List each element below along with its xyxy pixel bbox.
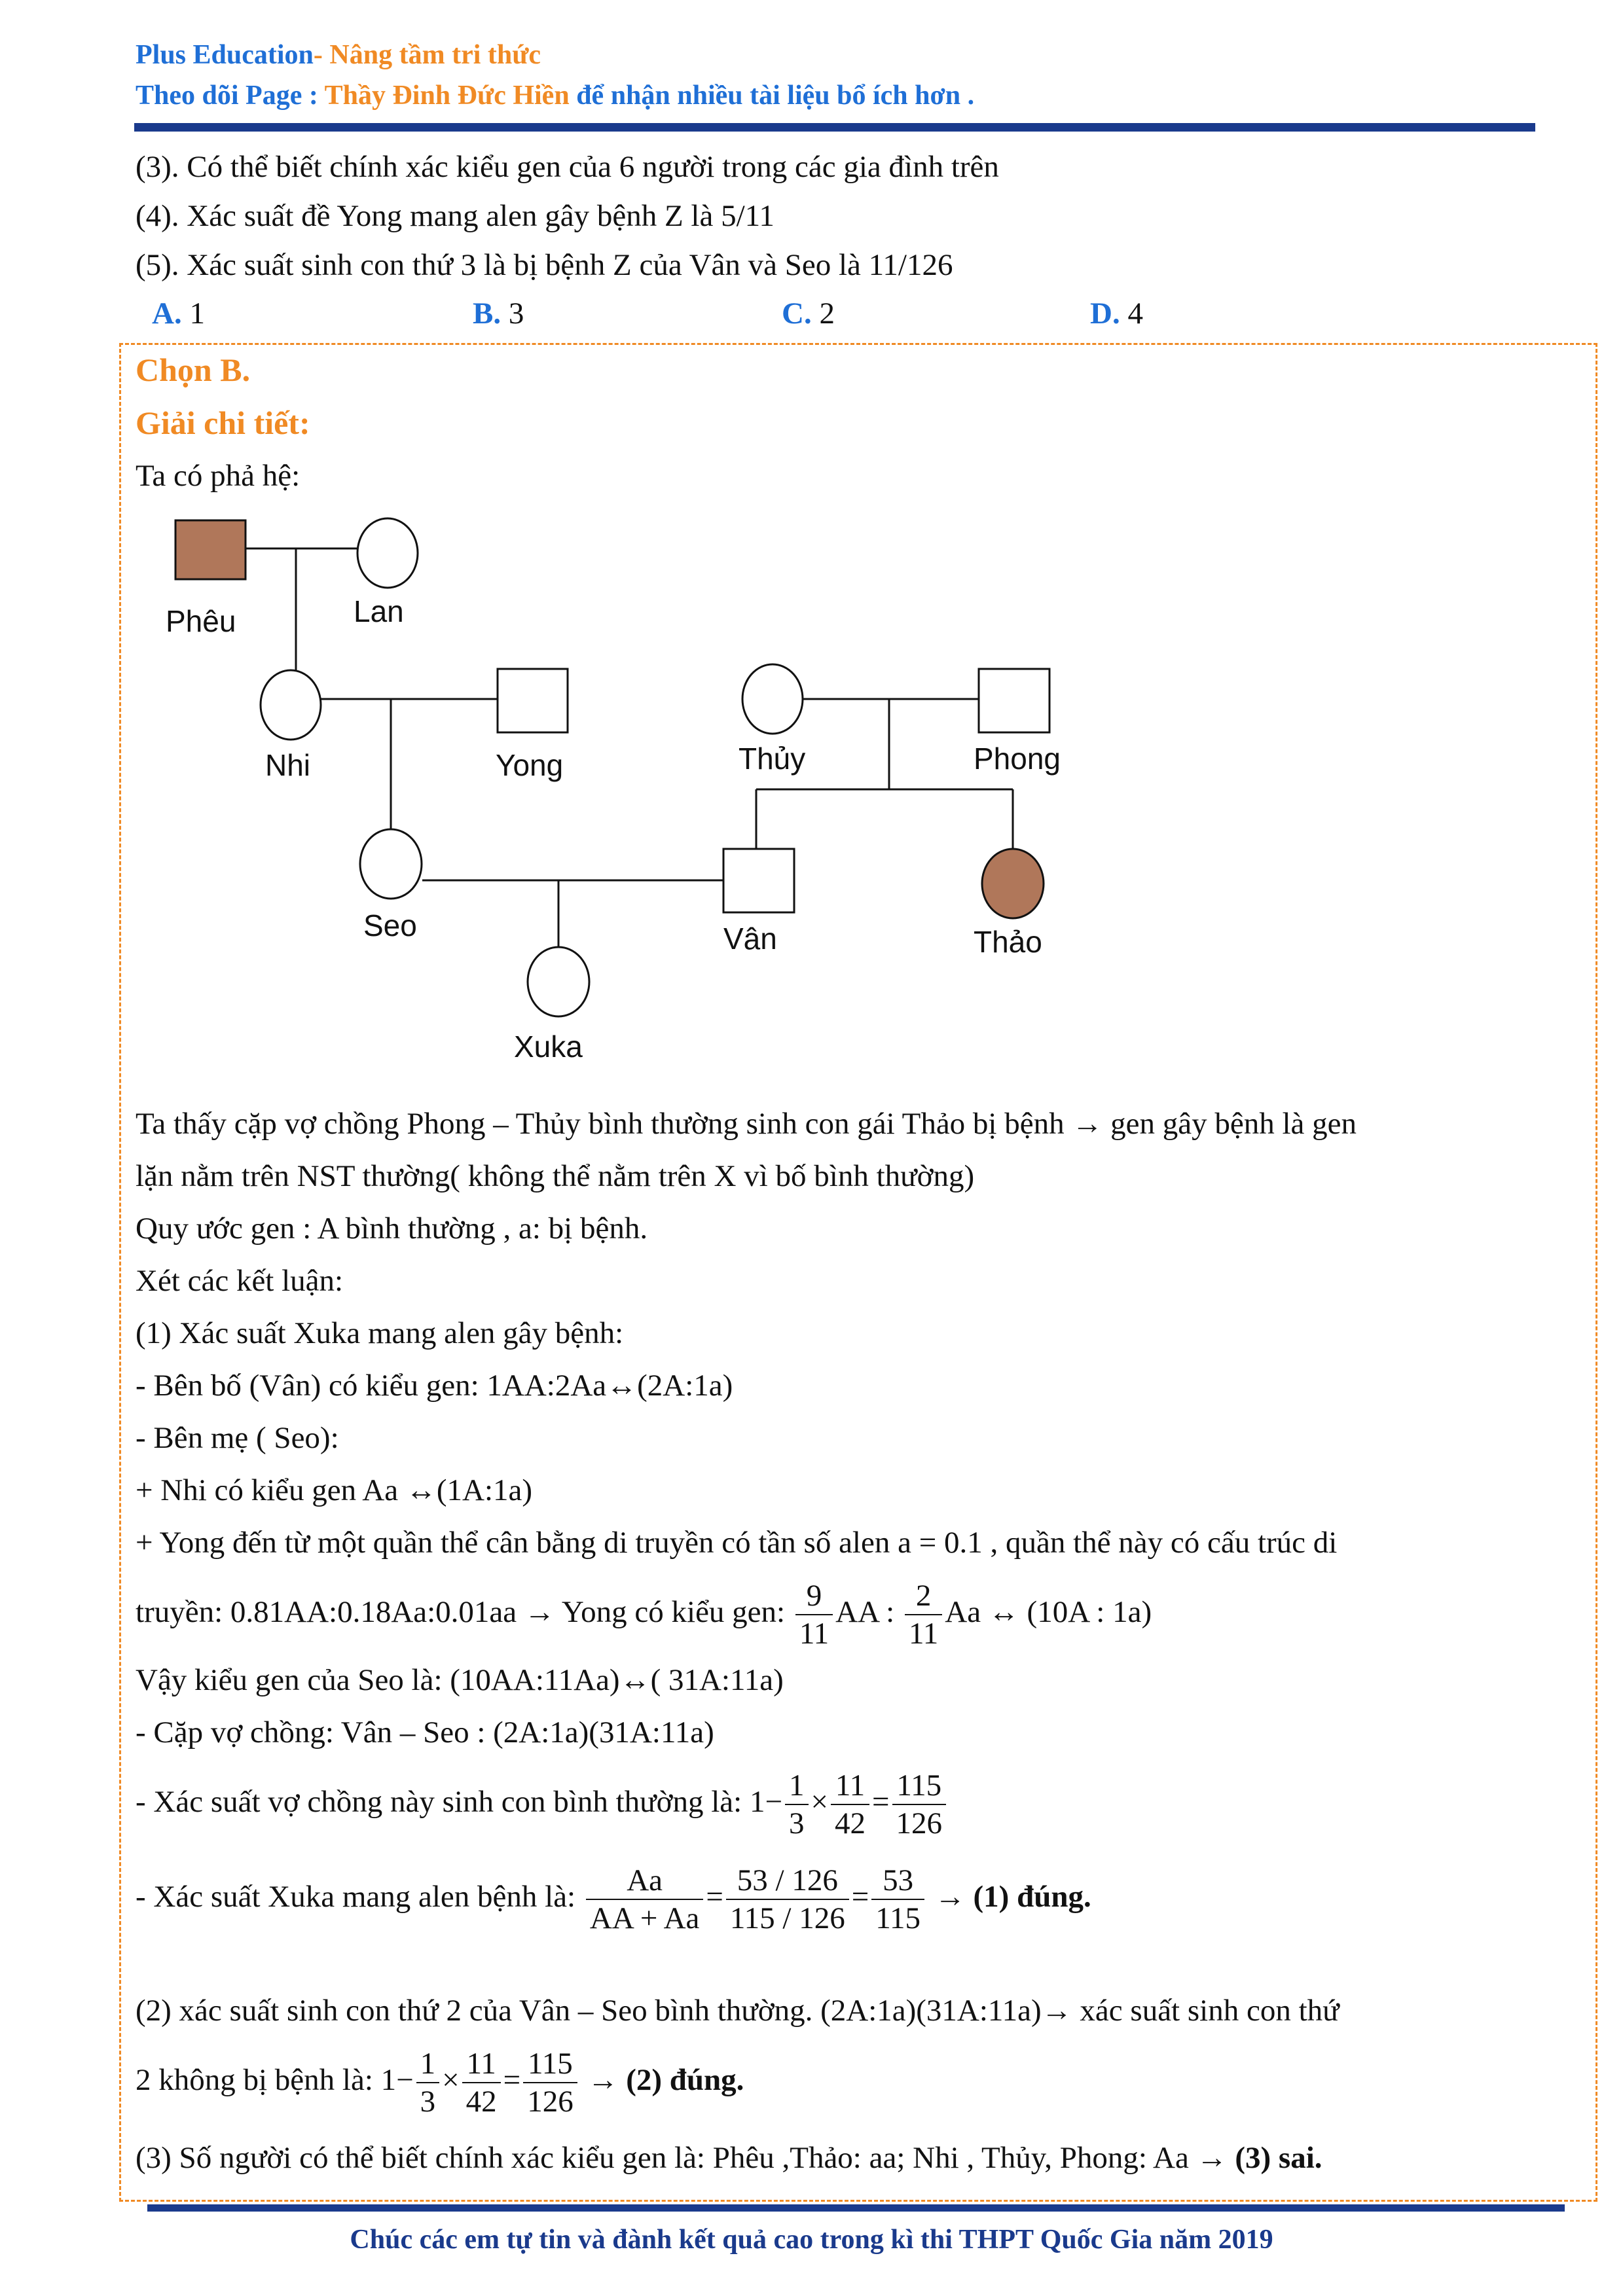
solution-p10 [136, 1577, 1152, 1653]
option-d-letter: D. [1090, 296, 1120, 331]
individual-van-male [723, 849, 794, 912]
answer-choice: Chọn B. [136, 351, 251, 388]
p13-text: - Xác suất vợ chồng này sinh con bình thường là: 1− [136, 1785, 782, 1820]
fraction-denominator: 115 / 126 [729, 1901, 845, 1936]
solution-p16 [136, 2045, 744, 2121]
individual-thuy-female [742, 664, 803, 734]
teacher-name: Thầy Đinh Đức Hiền [324, 81, 570, 111]
individual-pheu-affected-male [175, 520, 246, 579]
p16-text: 2 không bị bệnh là: 1− [136, 2063, 414, 2098]
solution-p3: Quy ước gen : A bình thường , a: bị bệnh. [136, 1211, 648, 1246]
statement-5: (5). Xác suất sinh con thứ 3 là bị bệnh Z của Vân và Seo là 11/126 [136, 248, 953, 282]
option-c-letter: C. [782, 296, 812, 331]
option-c-value: 2 [819, 296, 835, 331]
solution-p4: Xét các kết luận: [136, 1264, 344, 1298]
individual-nhi-female [261, 670, 321, 740]
fraction-aa-over-total [586, 1862, 704, 1937]
detail-title: Giải chi tiết: [136, 404, 310, 441]
pedigree-intro: Ta có phả hệ: [136, 459, 301, 493]
times-sign: × [811, 1785, 829, 1820]
p17-text: (3) Số người có thể biết chính xác kiểu gen là: Phêu ,Thảo: aa; Nhi , Thủy, Phong: Aa → [136, 2141, 1235, 2175]
fraction-numerator: 115 [892, 1767, 947, 1805]
p10-text: truyền: 0.81AA:0.18Aa:0.01aa → Yong có kiểu gen: [136, 1595, 793, 1630]
fraction-denominator: 3 [789, 1806, 805, 1841]
fraction-115-126 [523, 2045, 577, 2121]
solution-p13 [136, 1767, 949, 1842]
label-pheu: Phêu [166, 604, 236, 638]
option-a-value: 1 [189, 296, 205, 331]
fraction-numerator: 11 [462, 2045, 501, 2083]
conclusion-3: (3) sai. [1235, 2141, 1322, 2175]
label-phong: Phong [974, 742, 1061, 776]
arrow: → [927, 1880, 974, 1914]
option-b-letter: B. [473, 296, 501, 331]
arrow: → [579, 2063, 627, 2098]
fraction-denominator: 115 [875, 1901, 921, 1936]
conclusion-1: (1) đúng. [973, 1880, 1091, 1914]
solution-p2: lặn nằm trên NST thường( không thể nằm trên X vì bố bình thường) [136, 1159, 975, 1193]
fraction-53-115 [871, 1862, 924, 1937]
solution-p8: + Nhi có kiểu gen Aa ↔(1A:1a) [136, 1473, 533, 1507]
statement-4: (4). Xác suất đề Yong mang alen gây bệnh Z là 5/11 [136, 199, 775, 233]
fraction-denominator: 11 [799, 1617, 830, 1651]
label-thuy: Thủy [739, 742, 806, 776]
label-nhi: Nhi [265, 748, 311, 782]
fraction-denominator: 42 [835, 1806, 866, 1841]
option-d-value: 4 [1127, 296, 1143, 331]
fraction-115-126 [892, 1767, 947, 1842]
solution-p17 [136, 2140, 1322, 2176]
fraction-numerator: Aa [586, 1862, 704, 1900]
footer-text: Chúc các em tự tin và đành kết quả cao trong kì thi THPT Quốc Gia năm 2019 [350, 2225, 1273, 2255]
solution-p9: + Yong đến từ một quần thể cân bằng di truyền có tần số alen a = 0.1 , quần thể này có cấu trúc di [136, 1526, 1338, 1560]
individual-phong-male [979, 669, 1049, 732]
individual-seo-female [360, 829, 422, 899]
fraction-numerator: 53 / 126 [726, 1862, 849, 1900]
fraction-numerator: 9 [795, 1577, 833, 1615]
fraction-denominator: 126 [896, 1806, 943, 1841]
equals-sign: = [851, 1880, 869, 1914]
equals-sign: = [872, 1785, 890, 1820]
fraction-9-11 [795, 1577, 833, 1653]
individual-yong-male [498, 669, 568, 732]
option-a-letter: A. [152, 296, 182, 331]
p10-post: Aa ↔ (10A : 1a) [945, 1595, 1152, 1630]
label-thao: Thảo [974, 925, 1042, 959]
p10-mid: AA : [835, 1595, 902, 1630]
conclusion-2: (2) đúng. [626, 2063, 744, 2098]
label-yong: Yong [496, 748, 564, 782]
fraction-11-42 [831, 1767, 869, 1842]
fraction-denominator: 126 [527, 2085, 574, 2119]
solution-p1: Ta thấy cặp vợ chồng Phong – Thủy bình thường sinh con gái Thảo bị bệnh → gen gây bệnh là gen [136, 1107, 1357, 1141]
equals-sign: = [503, 2063, 521, 2098]
follow-suffix: để nhận nhiều tài liệu bổ ích hơn . [569, 81, 975, 111]
solution-p14 [136, 1862, 1091, 1937]
individual-lan-female [357, 518, 418, 588]
fraction-numerator: 11 [831, 1767, 869, 1805]
solution-p12: - Cặp vợ chồng: Vân – Seo : (2A:1a)(31A:11a) [136, 1715, 714, 1749]
fraction-numerator: 2 [905, 1577, 942, 1615]
footer-rule [147, 2204, 1565, 2212]
fraction-1-3 [785, 1767, 809, 1842]
fraction-1-3 [416, 2045, 440, 2121]
p14-text: - Xác suất Xuka mang alen bệnh là: [136, 1880, 583, 1914]
fraction-2-11 [905, 1577, 942, 1653]
fraction-11-42 [462, 2045, 501, 2121]
solution-p5: (1) Xác suất Xuka mang alen gây bệnh: [136, 1316, 624, 1350]
brand-slogan: Nâng tầm tri thức [329, 40, 541, 70]
label-lan: Lan [354, 594, 404, 628]
individual-thao-affected-female [982, 849, 1044, 918]
solution-p6: - Bên bố (Vân) có kiểu gen: 1AA:2Aa↔(2A:1a) [136, 1369, 733, 1403]
solution-p7: - Bên mẹ ( Seo): [136, 1421, 339, 1455]
fraction-53-126-over-115-126 [726, 1862, 849, 1937]
fraction-numerator: 1 [416, 2045, 440, 2083]
fraction-numerator: 53 [871, 1862, 924, 1900]
statement-3: (3). Có thể biết chính xác kiểu gen của 6 người trong các gia đình trên [136, 150, 999, 184]
equals-sign: = [706, 1880, 723, 1914]
fraction-numerator: 115 [523, 2045, 577, 2083]
label-seo: Seo [363, 908, 417, 942]
solution-p11: Vậy kiểu gen của Seo là: (10AA:11Aa)↔( 31A:11a) [136, 1663, 784, 1697]
fraction-denominator: 42 [465, 2085, 497, 2119]
times-sign: × [442, 2063, 460, 2098]
fraction-numerator: 1 [785, 1767, 809, 1805]
follow-prefix: Theo dõi Page : [136, 81, 325, 111]
option-b-value: 3 [508, 296, 524, 331]
individual-xuka-female [528, 947, 589, 1016]
fraction-denominator: AA + Aa [589, 1901, 700, 1936]
label-van: Vân [723, 922, 777, 956]
fraction-denominator: 3 [420, 2085, 436, 2119]
fraction-denominator: 11 [908, 1617, 939, 1651]
solution-p15: (2) xác suất sinh con thứ 2 của Vân – Seo bình thường. (2A:1a)(31A:11a)→ xác suất sinh con thứ [136, 1994, 1340, 2028]
brand-name: Plus Education [136, 40, 314, 70]
brand-separator: - [313, 40, 330, 70]
label-xuka: Xuka [514, 1030, 583, 1064]
